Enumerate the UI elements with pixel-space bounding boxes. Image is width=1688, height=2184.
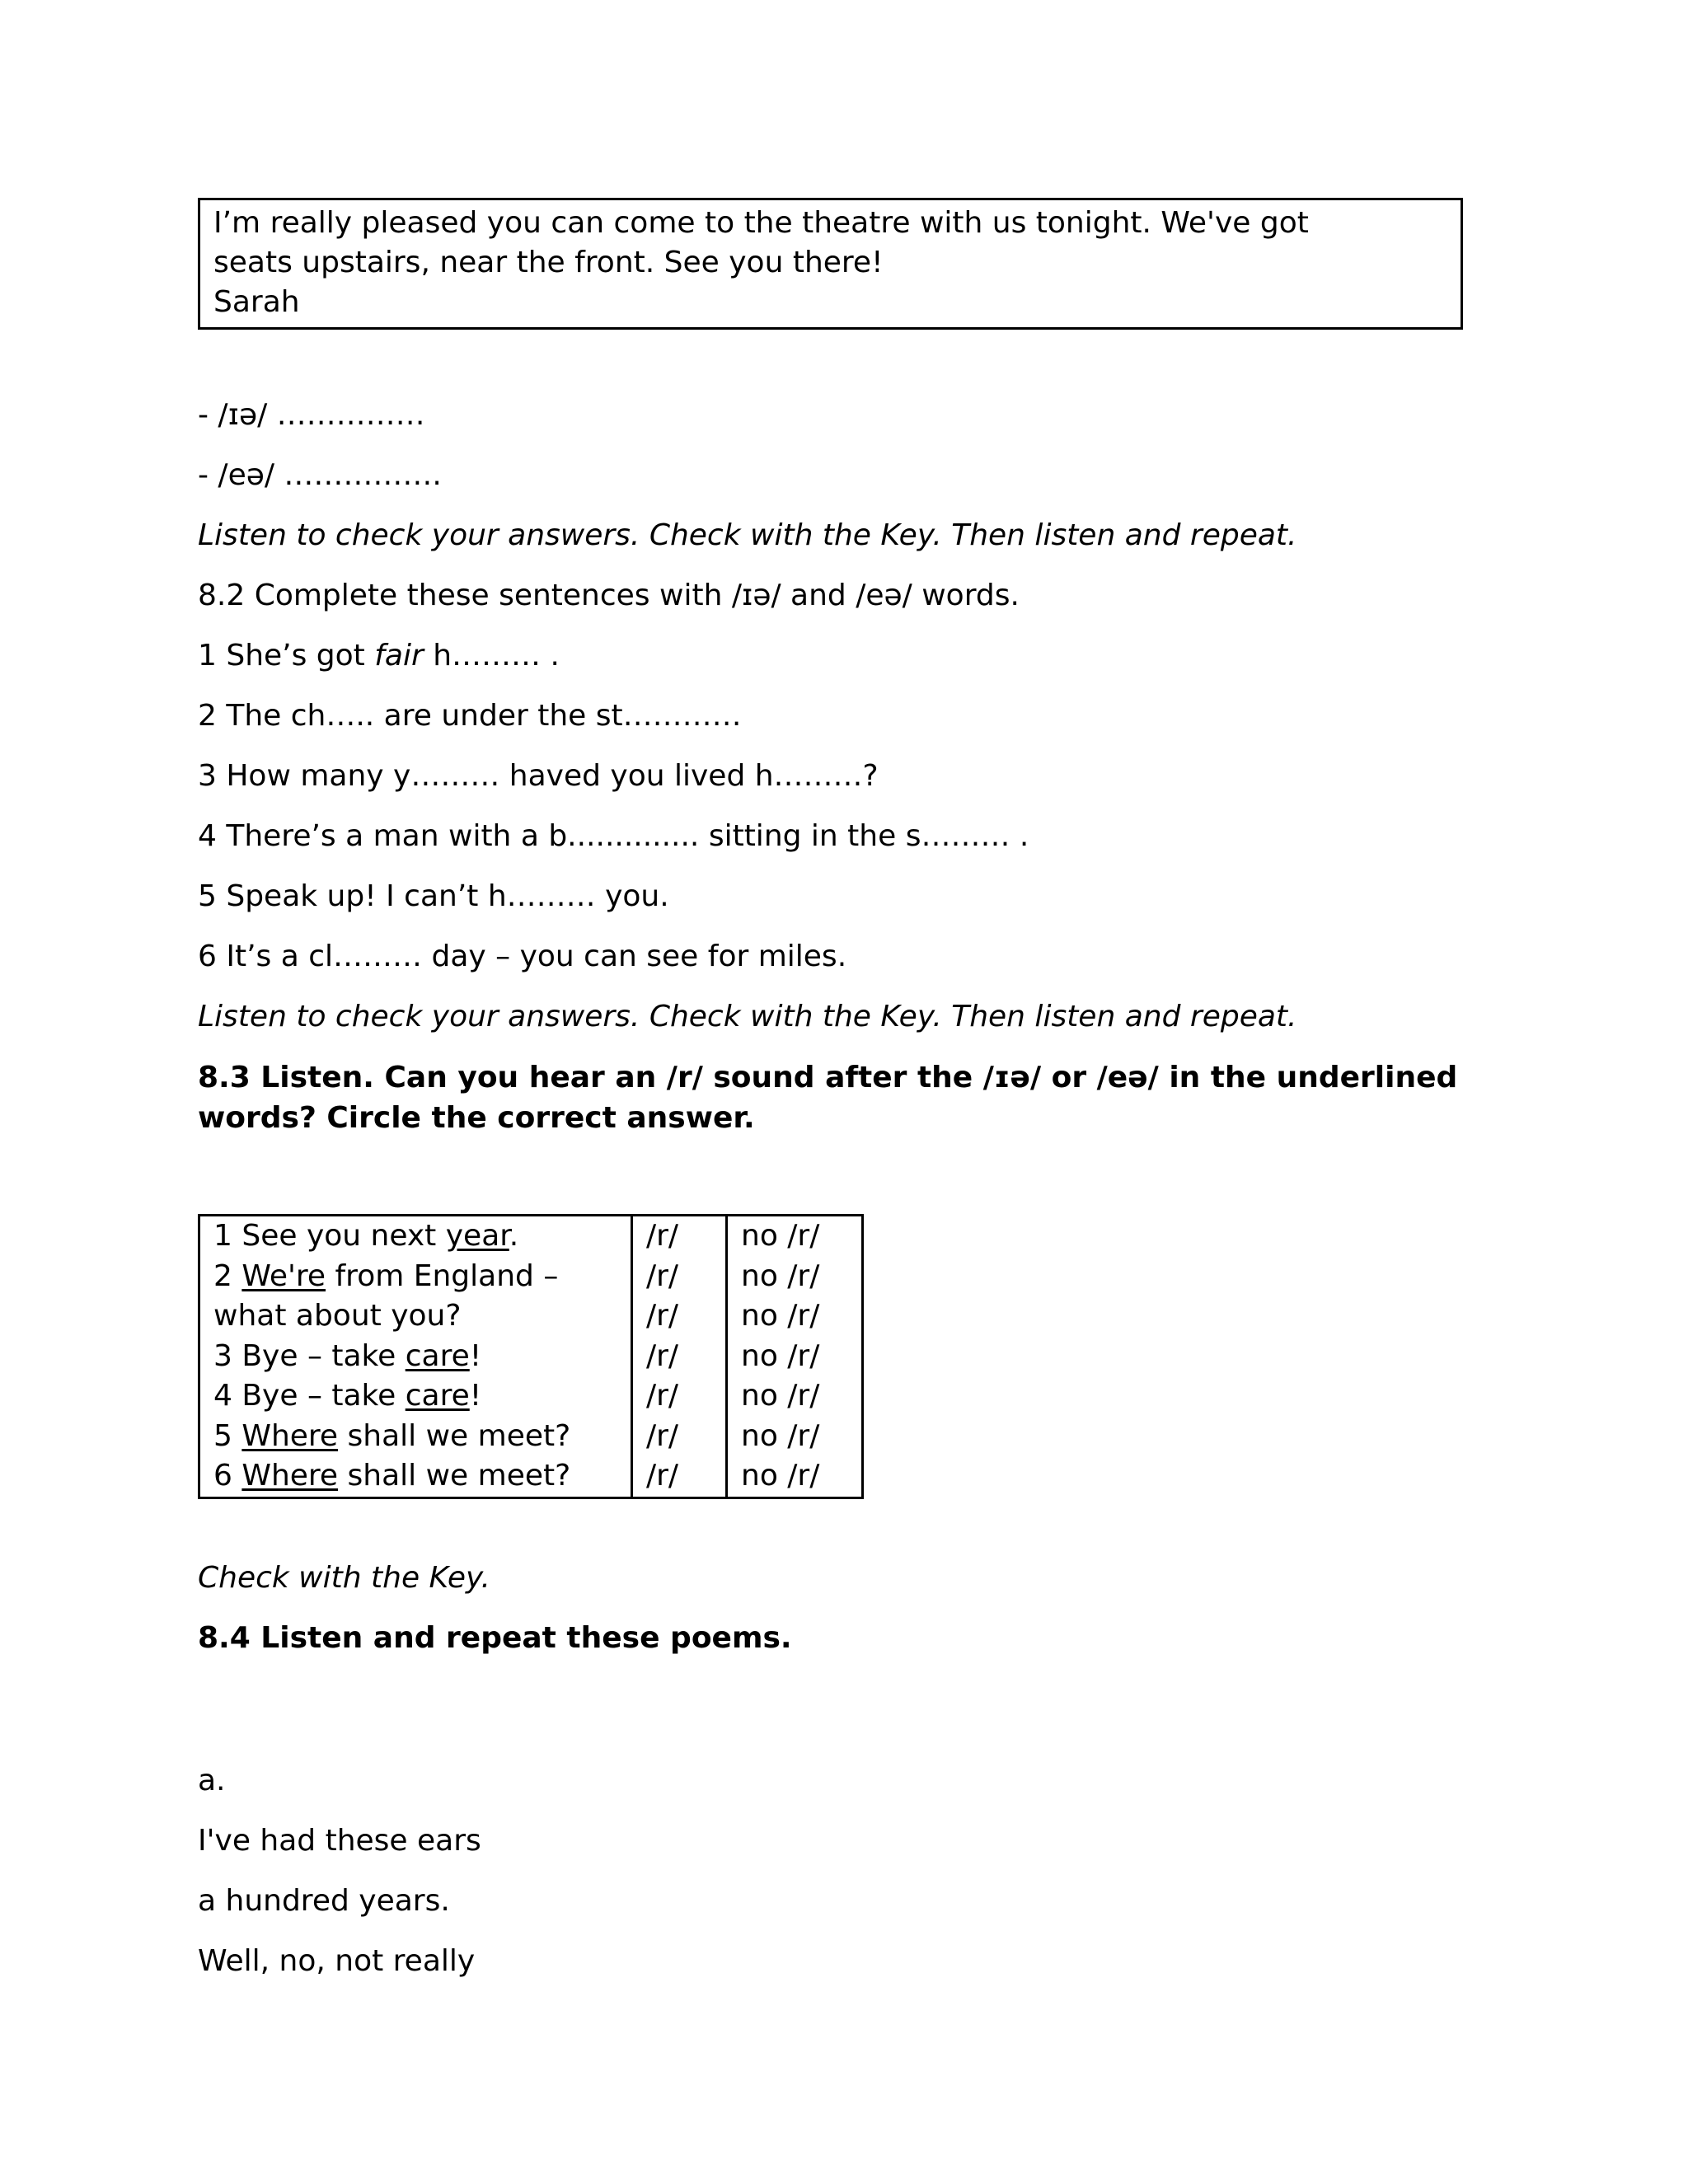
exercise-8-2-heading: 8.2 Complete these sentences with /ɪə/ and /eə/ words. bbox=[198, 579, 1020, 612]
option-no-r[interactable]: no /r/ bbox=[741, 1379, 820, 1413]
table-row bbox=[199, 1376, 863, 1417]
r-sound-table bbox=[198, 1214, 864, 1499]
sentence-1-end: h……… . bbox=[423, 639, 560, 673]
option-r[interactable]: /r/ bbox=[632, 1257, 727, 1297]
option-r[interactable]: /r/ bbox=[632, 1376, 727, 1417]
sentence-1 bbox=[198, 636, 1492, 676]
sentence-cell bbox=[199, 1257, 632, 1297]
option-no-r[interactable]: no /r/ bbox=[741, 1459, 820, 1493]
exercise-8-3-heading bbox=[198, 1057, 1492, 1138]
option-no-r[interactable]: no /r/ bbox=[741, 1418, 820, 1453]
exercise-8-3-heading-line-2: words? Circle the correct answer. bbox=[198, 1101, 755, 1135]
option-r[interactable]: /r/ bbox=[632, 1296, 727, 1337]
worksheet-page bbox=[198, 198, 1492, 2002]
sentence-cell bbox=[199, 1376, 632, 1417]
exercise-8-3-heading-line-1: 8.3 Listen. Can you hear an /r/ sound after the /ɪə/ or /eə/ in the underlined bbox=[198, 1061, 1458, 1094]
note-box bbox=[198, 198, 1463, 330]
underlined-word: Where bbox=[241, 1459, 339, 1493]
option-r[interactable]: /r/ bbox=[632, 1337, 727, 1377]
sentence-text: what about you? bbox=[213, 1299, 462, 1333]
option-r[interactable]: /r/ bbox=[632, 1216, 727, 1257]
answer-line-ia: - /ɪə/ …………… bbox=[198, 398, 425, 432]
check-key-text: Check with the Key. bbox=[198, 1560, 490, 1595]
option-r[interactable]: /r/ bbox=[632, 1417, 727, 1457]
sentence-text-end: shall we meet? bbox=[338, 1418, 571, 1453]
underlined-word: year bbox=[445, 1219, 509, 1253]
sentence-text: 3 Bye – take bbox=[213, 1338, 406, 1373]
instruction-text: Listen to check your answers. Check with the Key. Then listen and repeat. bbox=[198, 1000, 1297, 1033]
underlined-word: Where bbox=[241, 1418, 339, 1453]
table-row bbox=[199, 1417, 863, 1457]
sentence-3: 3 How many y……… haved you lived h………? bbox=[198, 759, 879, 793]
table-row bbox=[199, 1337, 863, 1377]
instruction-text: Listen to check your answers. Check with the Key. Then listen and repeat. bbox=[198, 518, 1297, 552]
sentence-text-end: shall we meet? bbox=[338, 1459, 571, 1493]
option-no-r[interactable]: no /r/ bbox=[741, 1219, 820, 1253]
table-row bbox=[199, 1257, 863, 1297]
underlined-word: care bbox=[405, 1338, 470, 1373]
sentence-4: 4 There’s a man with a b.............. sitting in the s……… . bbox=[198, 819, 1029, 853]
sentence-5: 5 Speak up! I can’t h……… you. bbox=[198, 879, 669, 913]
sentence-cell bbox=[199, 1337, 632, 1377]
sentence-6: 6 It’s a cl……… day – you can see for miles. bbox=[198, 940, 847, 973]
sentence-cell bbox=[199, 1296, 632, 1337]
sentence-cell bbox=[199, 1417, 632, 1457]
sentence-text: 2 bbox=[213, 1258, 242, 1293]
poem-line-3: Well, no, not really bbox=[198, 1943, 476, 1978]
sentence-cell bbox=[199, 1216, 632, 1257]
option-r[interactable]: /r/ bbox=[632, 1456, 727, 1497]
note-line-2: seats upstairs, near the front. See you there! bbox=[213, 246, 884, 279]
poem-line-1: I've had these ears bbox=[198, 1823, 481, 1858]
table-row bbox=[199, 1216, 863, 1257]
underlined-word: We're bbox=[241, 1258, 326, 1293]
sentence-1-italic-word: fair bbox=[374, 639, 424, 673]
sentence-text-end: from England – bbox=[326, 1258, 559, 1293]
sentence-text-end: ! bbox=[469, 1338, 482, 1373]
sentence-2: 2 The ch….. are under the st………… bbox=[198, 699, 742, 733]
note-signature: Sarah bbox=[213, 285, 300, 319]
note-line-1: I’m really pleased you can come to the theatre with us tonight. We've got bbox=[213, 206, 1309, 240]
sentence-text-end: . bbox=[509, 1219, 519, 1253]
poem-line-2: a hundred years. bbox=[198, 1883, 450, 1918]
sentence-text: 1 See you next bbox=[213, 1219, 446, 1253]
option-no-r[interactable]: no /r/ bbox=[741, 1338, 820, 1373]
sentence-1-start: 1 She’s got bbox=[198, 639, 375, 673]
sentence-text: 5 bbox=[213, 1418, 242, 1453]
option-no-r[interactable]: no /r/ bbox=[741, 1258, 820, 1293]
exercise-8-4-heading: 8.4 Listen and repeat these poems. bbox=[198, 1620, 792, 1655]
sentence-text: 6 bbox=[213, 1459, 242, 1493]
sentence-text-end: ! bbox=[469, 1379, 482, 1413]
table-row bbox=[199, 1456, 863, 1497]
poem-label: a. bbox=[198, 1763, 226, 1797]
option-no-r[interactable]: no /r/ bbox=[741, 1299, 820, 1333]
underlined-word: care bbox=[405, 1379, 470, 1413]
answer-line-ea: - /eə/ ……………. bbox=[198, 458, 442, 492]
sentence-text: 4 Bye – take bbox=[213, 1379, 406, 1413]
sentence-cell bbox=[199, 1456, 632, 1497]
table-row bbox=[199, 1296, 863, 1337]
